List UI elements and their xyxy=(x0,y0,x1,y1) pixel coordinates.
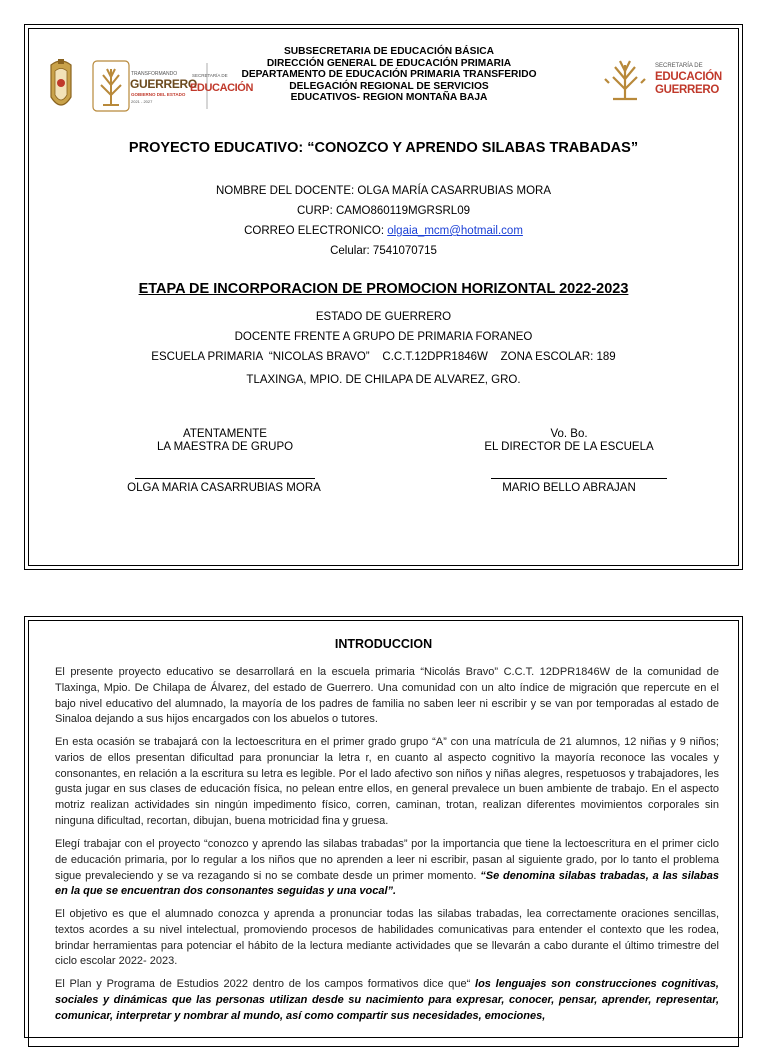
logo-educacion-small: EDUCACIÓN xyxy=(190,82,254,94)
teacher-email xyxy=(29,225,738,237)
sig-left-line1: ATENTAMENTE xyxy=(183,428,267,440)
sig-right-line2: EL DIRECTOR DE LA ESCUELA xyxy=(484,441,654,453)
ubicacion-line: TLAXINGA, MPIO. DE CHILAPA DE ALVAREZ, GRO. xyxy=(246,374,521,386)
signature-left-heading xyxy=(125,428,325,454)
intro-paragraph-1: El presente proyecto educativo se desarrollará en la escuela primaria “Nicolás Bravo” C.C.T. 12DPR1846W de la comunidad de Tlaxinga, Mpio. De Chilapa de Álvarez, del estado de Guerrero. Una comunidad con un alto índice de migración que repercute en el bajo nivel educativo del alumnado, la mayoría de los padres de familia no saben leer ni escribir y se van por temporadas al estado de Sinaloa dejando a sus hijos encargados con los abuelos o tutores. xyxy=(55,666,719,726)
header-line: DIRECCIÓN GENERAL DE EDUCACIÓN PRIMARIA xyxy=(266,57,512,69)
signature-line-left xyxy=(135,478,315,479)
p5-quote: los lenguajes son construcciones cognitivas, sociales y dinámicas que las personas utilizan desde su nacimiento para expresar, conocer, pensar, aprender, representar, comunicar, interpretar y nombrar al mundo, así como compartir sus necesidades, emociones, xyxy=(55,978,719,1022)
intro-paragraph-2: En esta ocasión se trabajará con la lectoescritura en el primer grado grupo “A” con una matrícula de 21 alumnos, 12 niñas y 9 niños; varios de ellos presentan dificultad para pronunciar la letra r, en cuanto al aspecto cognitivo la mayoría reconoce las vocales y consonantes, en relación a la escritura su letra es legible. Por el lado afectivo son niños y niñas alegres, respetuosos y trabajadores, les gusta jugar en sus clases de educación física, no pelean entre ellos, en general prevalece un buen ambiente de trabajo. En el aspecto motriz realizan actividades sin ningún impedimento físico, corren, caminan, trotan, realizan diferentes movimientos corporales sin ninguna dificultad, recortan, dibujan, buena motricidad fina y gruesa. xyxy=(55,736,719,827)
escuela-line: ESCUELA PRIMARIA “NICOLAS BRAVO” C.C.T.12DPR1846W ZONA ESCOLAR: 189 xyxy=(151,351,616,363)
p3-definition: “Se denomina silabas trabadas, a las silabas en la que se encuentran dos consonantes seguidas y una vocal”. xyxy=(55,869,719,898)
project-title: PROYECTO EDUCATIVO: “CONOZCO Y APRENDO SILABAS TRABADAS” xyxy=(128,140,639,156)
signature-left-name: OLGA MARIA CASARRUBIAS MORA xyxy=(127,482,321,494)
coat-of-arms-icon xyxy=(51,59,71,105)
logo-transformando-text: TRANSFORMANDO xyxy=(131,71,178,77)
intro-page xyxy=(24,616,743,1038)
email-link[interactable]: olgaia_mcm@hotmail.com xyxy=(387,225,523,237)
intro-title: INTRODUCCION xyxy=(334,637,433,651)
email-label: CORREO ELECTRONICO: xyxy=(244,225,388,237)
sig-right-line1: Vo. Bo. xyxy=(550,428,588,440)
signature-line-right xyxy=(491,478,667,479)
header-line: EDUCATIVOS- REGION MONTAÑA BAJA xyxy=(290,92,488,104)
intro-paragraph-3 xyxy=(55,837,719,900)
cover-inner-border xyxy=(28,28,739,566)
intro-paragraph-4: El objetivo es que el alumnado conozca y aprenda a pronunciar todas las silabas trabadas, lea correctamente oraciones sencillas, textos acordes a su nivel intelectual, promoviendo procesos de habilidades comunicativas para entender el contexto que les rodea, brindar herramientas para potenciar el hábito de la lectura mediante actividades que se llevarán a cabo durante el último trimestre del ciclo escolar 2022- 2023. xyxy=(55,908,719,968)
secretaria-educacion-logo xyxy=(601,55,653,103)
logo-right-secretaria: SECRETARÍA DE xyxy=(655,63,703,69)
header-line: DEPARTAMENTO DE EDUCACIÓN PRIMARIA TRANSFERIDO xyxy=(241,69,537,81)
intro-paragraph-5 xyxy=(55,977,719,1024)
logo-gobierno-text: GOBIERNO DEL ESTADO xyxy=(131,92,186,97)
sig-left-line2: LA MAESTRA DE GRUPO xyxy=(156,441,294,453)
tree-emblem-icon xyxy=(93,61,129,111)
signature-right-heading xyxy=(469,428,669,454)
teacher-phone: Celular: 7541070715 xyxy=(330,245,437,257)
estado-line: ESTADO DE GUERRERO xyxy=(315,311,452,323)
logo-right-guerrero: GUERRERO xyxy=(655,84,720,96)
header-line: DELEGACIÓN REGIONAL DE SERVICIOS xyxy=(289,80,489,92)
etapa-title: ETAPA DE INCORPORACION DE PROMOCION HORIZONTAL 2022-2023 xyxy=(138,281,629,297)
logo-years-text: 2021 - 2027 xyxy=(131,99,153,104)
signature-right-name: MARIO BELLO ABRAJAN xyxy=(502,482,636,494)
tree-emblem-icon xyxy=(605,61,645,99)
intro-inner-border xyxy=(28,620,739,1047)
logo-right-educacion: EDUCACIÓN xyxy=(655,71,722,83)
logo-guerrero-text: GUERRERO xyxy=(130,77,197,91)
teacher-name: NOMBRE DEL DOCENTE: OLGA MARÍA CASARRUBIAS MORA xyxy=(215,185,552,197)
header-line: SUBSECRETARIA DE EDUCACIÓN BÁSICA xyxy=(284,46,494,57)
institution-header xyxy=(229,46,549,104)
cover-page xyxy=(24,24,743,570)
docente-line: DOCENTE FRENTE A GRUPO DE PRIMARIA FORANEO xyxy=(234,331,533,343)
logo-secretaria-small: SECRETARÍA DE xyxy=(192,73,228,78)
p3-text: Elegí trabajar con el proyecto “conozco y aprendo las silabas trabadas” por la importancia que tiene la lectoescritura en el primer ciclo de educación primaria, por lo regular a los niños que no aprenden a leer ni escribir, pasan al siguiente grado, por lo tanto el problema sigue prevaleciendo y se va rezagando si no se combate desde un primer momento. xyxy=(55,838,719,882)
teacher-curp: CURP: CAMO860119MGRSRL09 xyxy=(297,205,470,217)
p5-text: El Plan y Programa de Estudios 2022 dentro de los campos formativos dice que“ xyxy=(55,978,476,990)
